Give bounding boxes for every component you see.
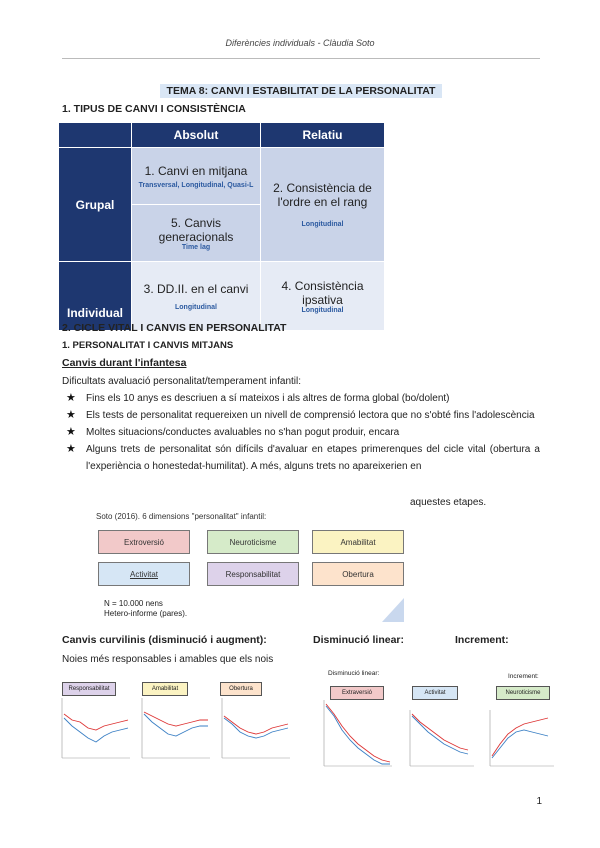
- cell-ddii-canvi: [132, 262, 261, 331]
- chart-label-responsabilitat: Responsabilitat: [62, 682, 116, 696]
- intro-text: Dificultats avaluació personalitat/temperament infantil:: [62, 376, 302, 387]
- cell-4-title: 4. Consistència ipsativa: [281, 278, 364, 307]
- header-divider: [62, 58, 540, 59]
- table-corner: [59, 123, 132, 148]
- cell-canvi-mitjana: [132, 148, 261, 205]
- linear-decrease-heading: Disminució linear:: [313, 634, 405, 646]
- chart-extraversio: [324, 700, 392, 766]
- increase-heading: Increment:: [455, 634, 509, 646]
- list-item: ★ Moltes situacions/conductes avaluables no s'han pogut produir, encara: [62, 424, 540, 441]
- col-header-absolut: Absolut: [132, 123, 261, 148]
- dim-obertura: Obertura: [312, 562, 404, 586]
- curvilinear-heading: Canvis curvilinis (disminució i augment):: [62, 634, 267, 646]
- infancy-heading: Canvis durant l'infantesa: [62, 357, 187, 369]
- section-1-heading: 1. TIPUS DE CANVI I CONSISTÈNCIA: [62, 103, 246, 115]
- cell-1-method: Transversal, Longitudinal, Quasi-L: [138, 181, 254, 189]
- list-item: ★ Alguns trets de personalitat són difícils d'avaluar en etapes primerenques del cicle vital (obertura a l'experiència o honestedat-humilitat). A més, alguns trets no apareixerien en: [66, 443, 540, 472]
- chart-neuroticisme: [490, 710, 554, 766]
- chart-label-neuroticisme: Neuroticisme: [496, 686, 550, 700]
- linear-increase-charts: [318, 690, 558, 774]
- page-header: Diferències individuals - Clàudia Soto: [225, 38, 375, 48]
- figure-report-type: Hetero-informe (pares).: [104, 609, 188, 618]
- change-types-table: [58, 122, 385, 331]
- figure-sample-size: N = 10.000 nens: [104, 599, 163, 608]
- row-header-individual: Individual: [59, 262, 132, 331]
- col-header-relatiu: Relatiu: [261, 123, 385, 148]
- section-2-heading: 2. CICLE VITAL I CANVIS EN PERSONALITAT: [62, 322, 287, 334]
- cell-5-method: Time lag: [181, 243, 211, 251]
- cell-2-title: 2. Consistència de l'ordre en el rang: [273, 181, 372, 209]
- cell-5-title: 5. Canvis generacionals: [158, 215, 234, 244]
- subsection-1-heading: 1. PERSONALITAT I CANVIS MITJANS: [62, 340, 234, 351]
- page-number: 1: [536, 796, 542, 807]
- dim-activitat: Activitat: [98, 562, 190, 586]
- chart-label-obertura: Obertura: [220, 682, 262, 696]
- row-header-grupal: Grupal: [59, 148, 132, 262]
- cell-3-method: Longitudinal: [175, 303, 217, 311]
- dimensions-figure: [88, 512, 406, 622]
- star-bullet-icon: ★: [66, 409, 76, 421]
- dim-neuroticisme: Neuroticisme: [207, 530, 299, 554]
- list-item: ★ Els tests de personalitat requereixen un nivell de comprensió lectora que no s'obté fins l'adolescència: [62, 407, 540, 424]
- cell-consistencia-ordre: [261, 148, 385, 262]
- difficulties-list: [62, 390, 540, 475]
- list-item: ★ Fins els 10 anys es descriuen a sí mateixos i als altres de forma global (bo/dolent): [62, 390, 540, 407]
- dim-extroversio: Extroversió: [98, 530, 190, 554]
- chart-responsabilitat: [62, 698, 130, 758]
- cell-2-method: Longitudinal: [301, 221, 344, 228]
- cell-canvis-generacionals: [132, 205, 261, 262]
- chart-label-extraversio: Extraversió: [330, 686, 384, 700]
- star-bullet-icon: ★: [66, 426, 76, 438]
- chart-activitat: [410, 710, 474, 766]
- star-bullet-icon: ★: [66, 443, 76, 455]
- cell-3-title: 3. DD.II. en el canvi: [143, 281, 249, 296]
- chart-obertura: [222, 698, 290, 758]
- page-title: TEMA 8: CANVI I ESTABILITAT DE LA PERSONALITAT: [160, 84, 442, 98]
- chart-label-amabilitat: Amabilitat: [142, 682, 188, 696]
- chart-label-activitat: Activitat: [412, 686, 458, 700]
- figure-corner-decoration: [382, 598, 404, 622]
- cell-consistencia-ipsativa: [261, 262, 385, 331]
- dim-amabilitat: Amabilitat: [312, 530, 404, 554]
- increase-chart-caption: Increment:: [508, 673, 539, 680]
- list-continuation: aquestes etapes.: [410, 497, 487, 508]
- dim-responsabilitat: Responsabilitat: [207, 562, 299, 586]
- cell-4-method: Longitudinal: [301, 306, 344, 314]
- star-bullet-icon: ★: [66, 392, 76, 404]
- curvilinear-text: Noies més responsables i amables que els nois: [62, 654, 274, 665]
- cell-1-title: 1. Canvi en mitjana: [144, 163, 248, 178]
- linear-chart-caption: Disminució linear:: [328, 670, 380, 677]
- chart-amabilitat: [142, 698, 210, 758]
- figure-caption: Soto (2016). 6 dimensions "personalitat" infantil:: [96, 512, 267, 521]
